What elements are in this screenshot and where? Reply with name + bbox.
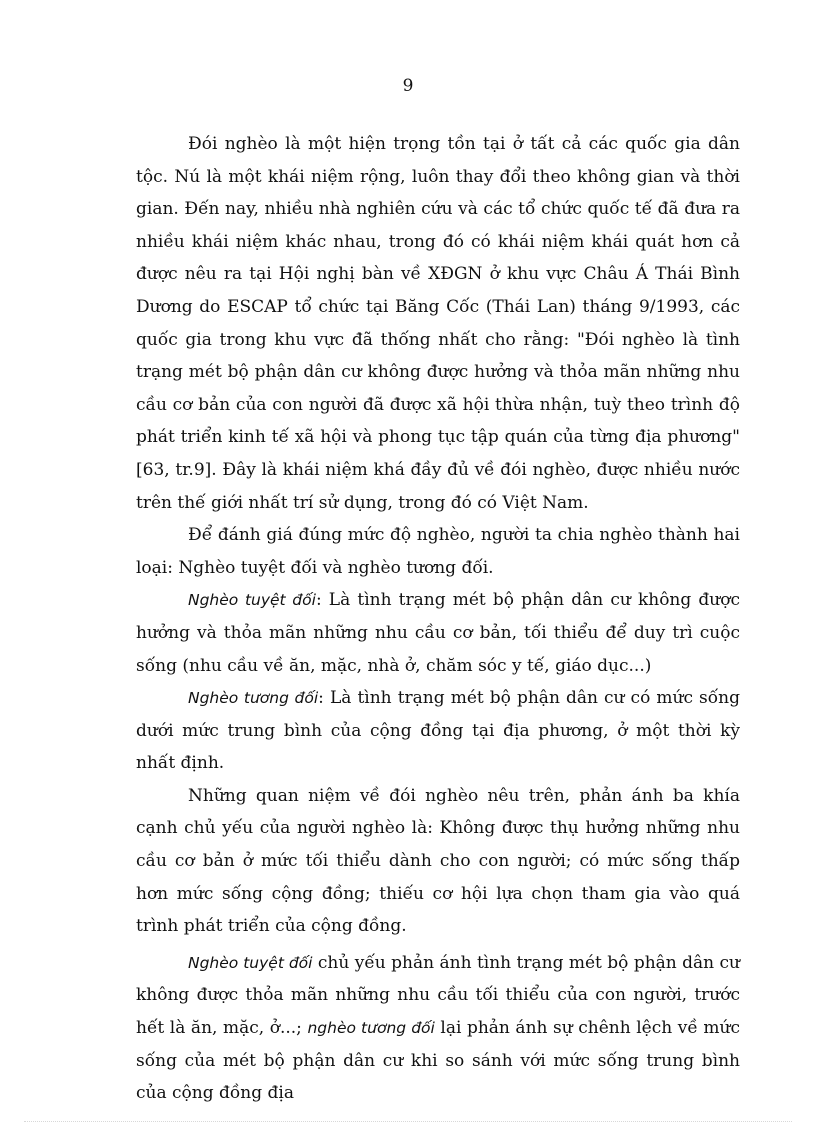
comparison-text-1: chủ yếu phản ánh tình trạng mét bộ phận dân cư không được thỏa mãn những nhu cầu tối thiểu của con người, trước hết là ăn, mặc, ở...; — [136, 952, 741, 1039]
comparison-text-2: lại phản ánh sự chênh lệch về mức sống của mét bộ phận dân cư khi so sánh với mức sống trung bình của cộng đồng địa — [136, 1018, 740, 1104]
term-absolute-poverty-2: Nghèo tuyệt đối — [188, 953, 313, 972]
page-bottom-rule — [24, 1121, 792, 1122]
page-number: 9 — [402, 76, 414, 96]
document-body — [136, 128, 740, 1110]
term-relative-poverty: Nghèo tương đối — [188, 689, 319, 708]
relative-poverty-text: : Là tình trạng mét bộ phận dân cư có mức sống dưới mức trung bình của cộng đồng tại địa phương, ở một thời kỳ nhất định. — [136, 688, 740, 774]
paragraph-aspects: Những quan niệm về đói nghèo nêu trên, phản ánh ba khía cạnh chủ yếu của người nghèo là: Không được thụ hưởng những nhu cầu cơ bản ở mức tối thiểu dành cho con người; có mức sống thấp hơn mức sống cộng đồng; thiếu cơ hội lựa chọn tham gia vào quá trình phát triển của cộng đồng. — [136, 785, 740, 937]
paragraph-classification: Để đánh giá đúng mức độ nghèo, người ta chia nghèo thành hai loại: Nghèo tuyệt đối và nghèo tương đối. — [136, 525, 740, 578]
term-relative-poverty-2: nghèo tương đối — [307, 1019, 435, 1038]
paragraph-definition: Đói nghèo là một hiện trọng tồn tại ở tất cả các quốc gia dân tộc. Nú là một khái niệm rộng, luôn thay đổi theo không gian và thời gian. Đến nay, nhiều nhà nghiên cứu và các tổ chức quốc tế đã đưa ra nhiều khái niệm khác nhau, trong đó có khái niệm khái quát hơn cả được nêu ra tại Hội nghị bàn về XĐGN ở khu vực Châu Á Thái Bình Dương do ESCAP tổ chức tại Băng Cốc (Thái Lan) tháng 9/1993, các quốc gia trong khu vực đã thống nhất cho rằng: "Đói nghèo là tình trạng mét bộ phận dân cư không được hưởng và thỏa mãn những nhu cầu cơ bản của con người đã được xã hội thừa nhận, tuỳ theo trình độ phát triển kinh tế xã hội và phong tục tập quán của từng địa phương" [63, tr.9]. Đây là khái niệm khá đầy đủ về đói nghèo, được nhiều nước trên thế giới nhất trí sử dụng, trong đó có Việt Nam. — [136, 134, 740, 513]
paragraph-absolute-poverty — [136, 584, 740, 682]
absolute-poverty-text: : Là tình trạng mét bộ phận dân cư không được hưởng và thỏa mãn những nhu cầu cơ bản, tối thiểu để duy trì cuộc sống (nhu cầu về ăn, mặc, nhà ở, chăm sóc y tế, giáo dục...) — [136, 590, 740, 676]
paragraph-comparison — [136, 947, 740, 1110]
term-absolute-poverty: Nghèo tuyệt đối — [188, 591, 316, 610]
paragraph-relative-poverty — [136, 682, 740, 780]
